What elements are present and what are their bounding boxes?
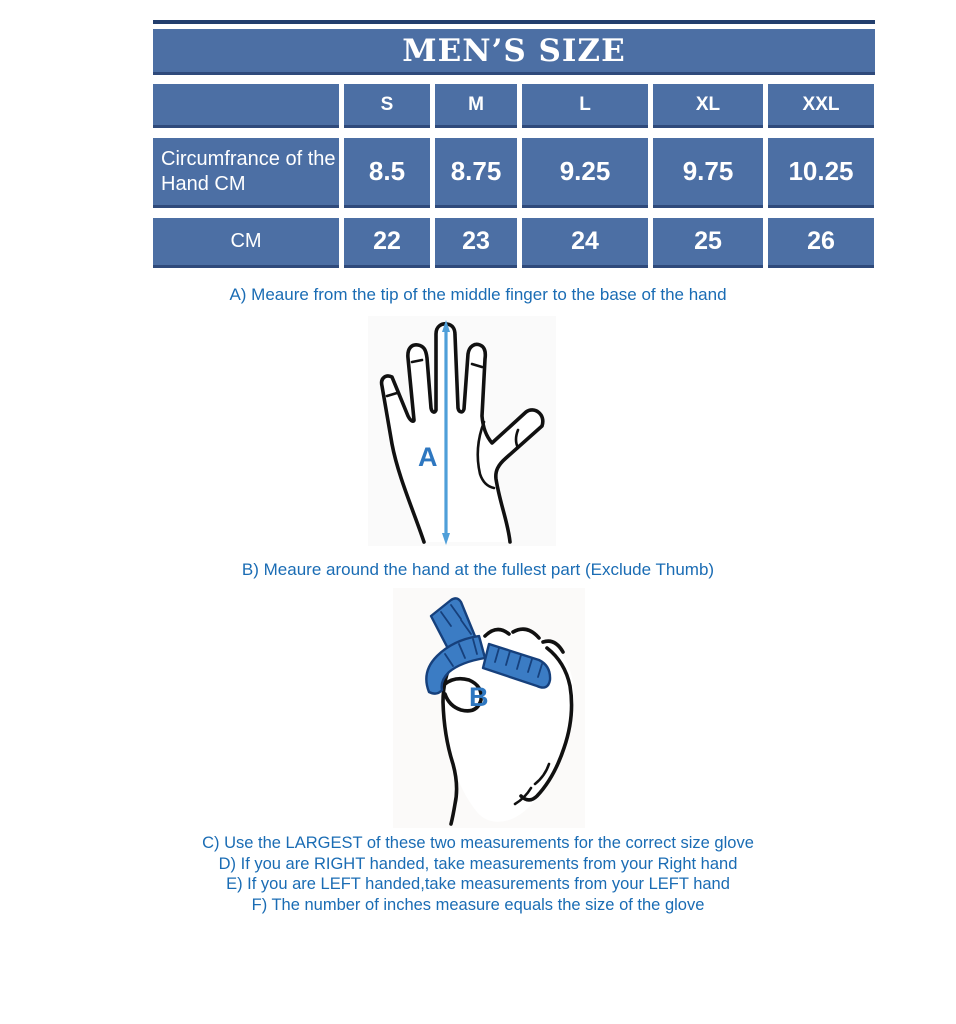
corner-cell [153, 84, 339, 128]
circumference-row [153, 138, 875, 208]
instruction-a: A) Meaure from the tip of the middle finger to the base of the hand [229, 285, 727, 304]
hand-a-fill [382, 324, 543, 542]
table-title-row [153, 29, 875, 75]
size-header-xxl: XXL [768, 84, 874, 128]
size-header-m: M [435, 84, 517, 128]
instruction-d: D) If you are RIGHT handed, take measurements from your Right hand [218, 854, 738, 873]
size-header-xl: XL [653, 84, 763, 128]
table-header-row [153, 84, 875, 128]
instruction-list [0, 833, 956, 915]
circumference-l: 9.25 [522, 138, 648, 208]
table-top-border [153, 20, 875, 24]
cm-m: 23 [435, 218, 517, 268]
circumference-xl: 9.75 [653, 138, 763, 208]
circumference-m: 8.75 [435, 138, 517, 208]
mens-size-table [153, 29, 875, 268]
cm-xxl: 26 [768, 218, 874, 268]
cm-xl: 25 [653, 218, 763, 268]
instruction-e: E) If you are LEFT handed,take measurements from your LEFT hand [226, 875, 730, 894]
size-header-s: S [344, 84, 430, 128]
fist-illustration [393, 588, 585, 828]
fist-svg [393, 588, 585, 828]
row-label-circumference: Circumfrance of the Hand CM [153, 138, 339, 208]
open-hand-illustration [368, 316, 556, 546]
circumference-xxl: 10.25 [768, 138, 874, 208]
hand-b-label: B [469, 682, 489, 712]
circumference-s: 8.5 [344, 138, 430, 208]
hand-a-label: A [418, 442, 438, 472]
cm-l: 24 [522, 218, 648, 268]
instruction-c: C) Use the LARGEST of these two measurements for the correct size glove [202, 834, 754, 852]
cm-row [153, 218, 875, 268]
cm-s: 22 [344, 218, 430, 268]
size-header-l: L [522, 84, 648, 128]
instruction-f: F) The number of inches measure equals the size of the glove [251, 895, 705, 914]
open-hand-svg [368, 316, 556, 546]
table-title: MEN’S SIZE [153, 29, 875, 75]
instruction-b: B) Meaure around the hand at the fullest part (Exclude Thumb) [241, 560, 715, 579]
row-label-cm: CM [153, 218, 339, 268]
